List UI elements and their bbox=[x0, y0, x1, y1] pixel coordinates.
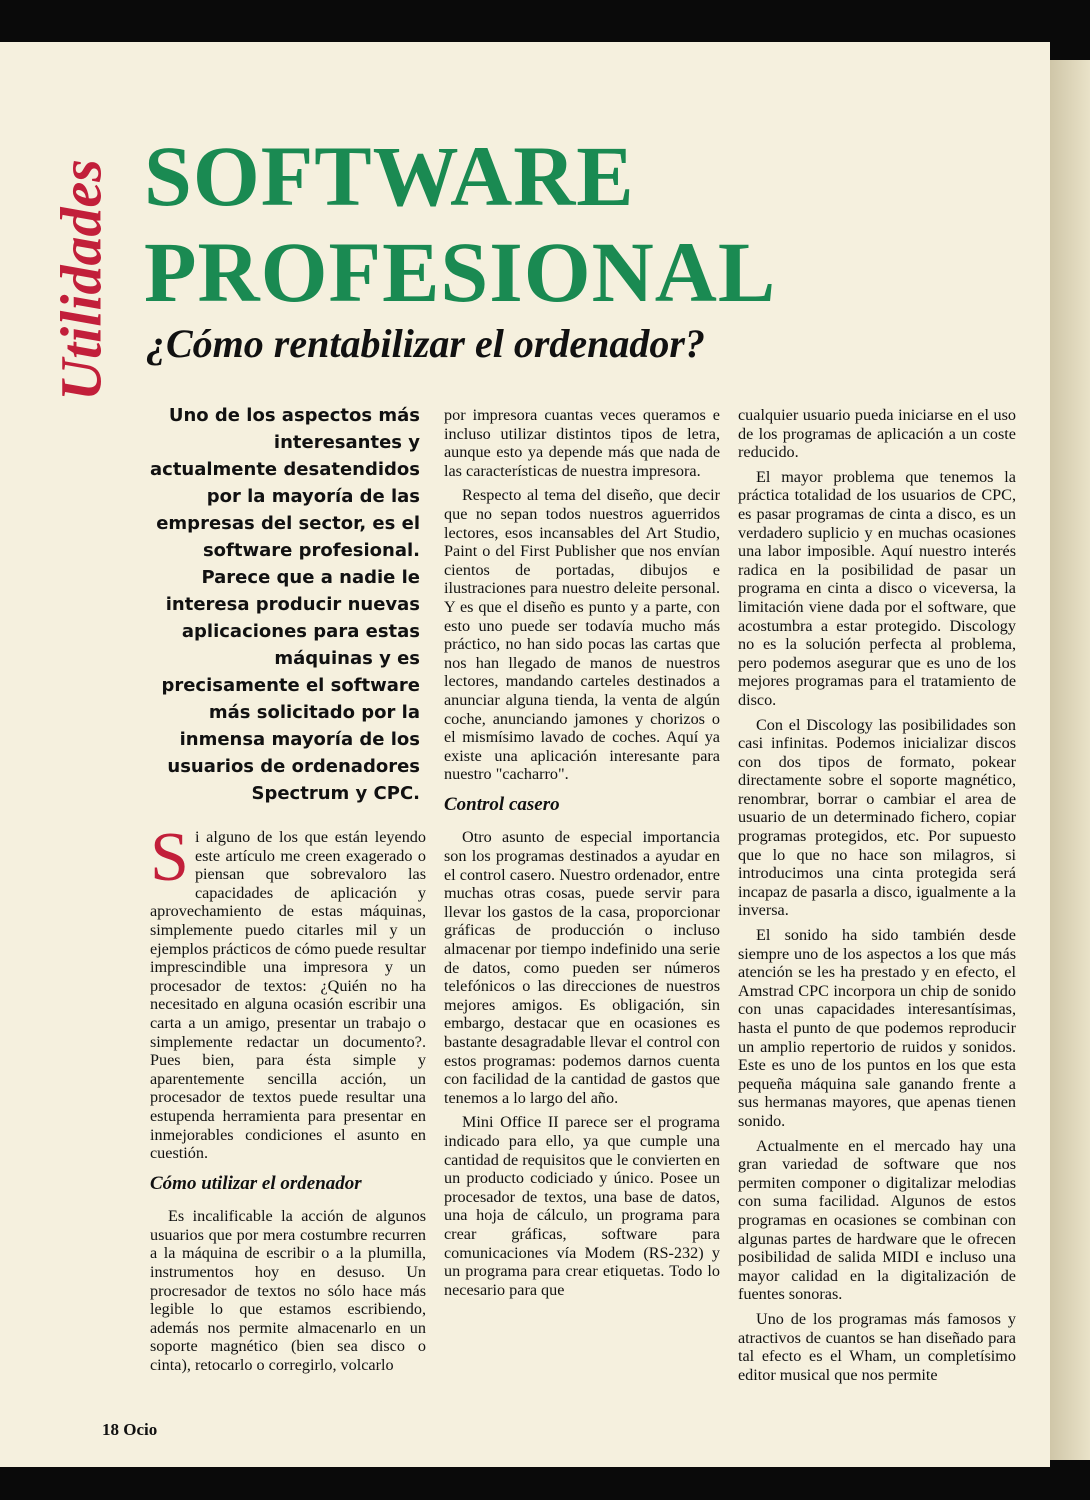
section-label-text: Utilidades bbox=[48, 159, 114, 401]
column-2 bbox=[444, 406, 720, 1305]
section-label bbox=[36, 130, 126, 430]
col2-paragraph-1: por impresora cuantas veces queramos e incluso utilizar distintos tipos de letra, aunque esto ya depende más que nada de las características de nuestra impresora. bbox=[444, 406, 720, 480]
page-footer: 18 Ocio bbox=[102, 1420, 158, 1439]
column-1 bbox=[150, 819, 426, 1381]
col3-paragraph-1: cualquier usuario pueda iniciarse en el uso de los programas de aplicación a un coste reducido. bbox=[738, 406, 1016, 462]
col3-paragraph-5: Actualmente en el mercado hay una gran variedad de software que nos permiten componer o digitalizar melodias con suma facilidad. Algunos de estos programas en ocasiones se combinan con algunas partes de hardware que le ofrecen posibilidad de salida MIDI e incluso una mayor calidad en la digitalización de fuentes sonoras. bbox=[738, 1136, 1016, 1304]
article-subtitle: ¿Cómo rentabilizar el ordenador? bbox=[146, 321, 705, 366]
col3-paragraph-4: El sonido ha sido también desde siempre uno de los aspectos a los que más atención se les ha prestado y en efecto, el Amstrad CPC incorpora un chip de sonido con unas capacidades interesantísimas, hasta el punto de que podemos reproducir un amplio repertorio de ruidos y sonidos. Este es uno de los puntos en los que esta pequeña máquina sale ganando frente a sus hermanas mayores, que apenas tienen sonido. bbox=[738, 926, 1016, 1130]
col2-heading: Control casero bbox=[444, 793, 560, 815]
col2-paragraph-4: Mini Office II parece ser el programa indicado para ello, ya que cumple una cantidad de requisitos que le convierten en un producto codiciado y único. Posee un procesador de textos, una base de datos, una hoja de cálculo, un programa para crear gráficas, software para comunicaciones vía Modem (RS-232) y un programa para crear etiquetas. Todo lo necesario para que bbox=[444, 1113, 720, 1299]
col2-paragraph-3: Otro asunto de especial importancia son los programas destinados a ayudar en el control casero. Nuestro ordenador, entre muchas otras cosas, puede servir para llevar los gastos de la casa, proporcionar gráficas de producción o incluso almacenar por tiempo indefinido una serie de datos, como pueden ser números telefónicos o las direcciones de nuestros mejores amigos. Es obligación, sin embargo, destacar que en ocasiones es bastante desagradable llevar el control con estos programas: podemos darnos cuenta con facilidad de la cantidad de gastos que tenemos a lo largo del año. bbox=[444, 828, 720, 1107]
next-page-edge bbox=[1050, 60, 1090, 1460]
col3-paragraph-2: El mayor problema que tenemos la práctica totalidad de los usuarios de CPC, es pasar programas de cinta a disco, es un verdadero suplicio y en muchas ocasiones una labor imposible. Aquí nuestro interés radica en la posibilidad de pasar un programa en cinta a disco o viceversa, la limitación viene dada por el software, que acostumbra a estar protegido. Discology no es la solución perfecta al problema, pero podemos asegurar que es uno de los mejores programas para el tratamiento de disco. bbox=[738, 467, 1016, 709]
col1-paragraph-2: Es incalificable la acción de algunos usuarios que por mera costumbre recurren a la máquina de escribir o a la plumilla, instrumentos hoy en desuso. Un procresador de textos no sólo hace más legible lo que estamos escribiendo, además nos permite almacenarlo en un soporte magnético (bien sea disco o cinta), retocarlo o corregirlo, volcarlo bbox=[150, 1207, 426, 1375]
col1-paragraph-1: Si alguno de los que están leyendo este artículo me creen exagerado o piensan que sobrevaloro las capacidades de aplicación y aprovechamiento de estas máquinas, simplemente puedo citarles mil y un ejemplos prácticos de cómo puede resultar imprescindible una impresora y un procesador de textos: ¿Quién no ha necesitado en alguna ocasión escribir una carta a un amigo, presentar un trabajo o simplemente redactar un documento?. Pues bien, para ésta simple y aparentemente sencilla acción, un procesador de textos puede resultar una estupenda herramienta para presentar en inmejorables condiciones el asunto en cuestión. bbox=[150, 819, 426, 1163]
title-line-1: SOFTWARE bbox=[144, 128, 635, 224]
column-3 bbox=[738, 406, 1016, 1390]
col1-heading: Cómo utilizar el ordenador bbox=[150, 1172, 362, 1194]
article-title bbox=[144, 128, 776, 320]
col2-paragraph-2: Respecto al tema del diseño, que decir que no sepan todos nuestros aguerridos lectores, esos incansables del Art Studio, Paint o del First Publisher que nos envían cientos de portadas, dibujos e ilustraciones para nuestro deleite personal. Y es que el diseño es punto y a parte, con esto uno puede ser todavía mucho más práctico, no han sido pocas las cartas que nos han llegado de manos de nuestros lectores, mandando carteles destinados a anunciar alguna tienda, la venta de algún coche, anunciando jamones y chorizos o el mismísimo lavado de coches. Aquí ya existe una aplicación interesante para nuestro "cacharro". bbox=[444, 486, 720, 784]
lead-paragraph: Uno de los aspectos más interesantes y actualmente desatendidos por la mayoría de las empresas del sector, es el software profesional. Parece que a nadie le interesa producir nuevas aplicaciones para estas máquinas y es precisamente el software más solicitado por la inmensa mayoría de los usuarios de ordenadores Spectrum y CPC. bbox=[150, 405, 421, 804]
title-line-2: PROFESIONAL bbox=[144, 224, 777, 320]
col3-paragraph-3: Con el Discology las posibilidades son casi infinitas. Podemos inicializar discos con dos tipos de formato, pokear directamente sobre el soporte magnético, renombrar, borrar o cambiar el area de usuario de un determinado fichero, copiar programas protegidos, etc. Por supuesto que lo que no hace son milagros, si introducimos una cinta protegida será incapaz de pasarla a disco, igualmente a la inversa. bbox=[738, 715, 1016, 920]
drop-cap: S bbox=[150, 819, 189, 896]
col3-paragraph-6: Uno de los programas más famosos y atractivos de cuantos se han diseñado para tal efecto es el Wham, un completísimo editor musical que nos permite bbox=[738, 1309, 1016, 1384]
